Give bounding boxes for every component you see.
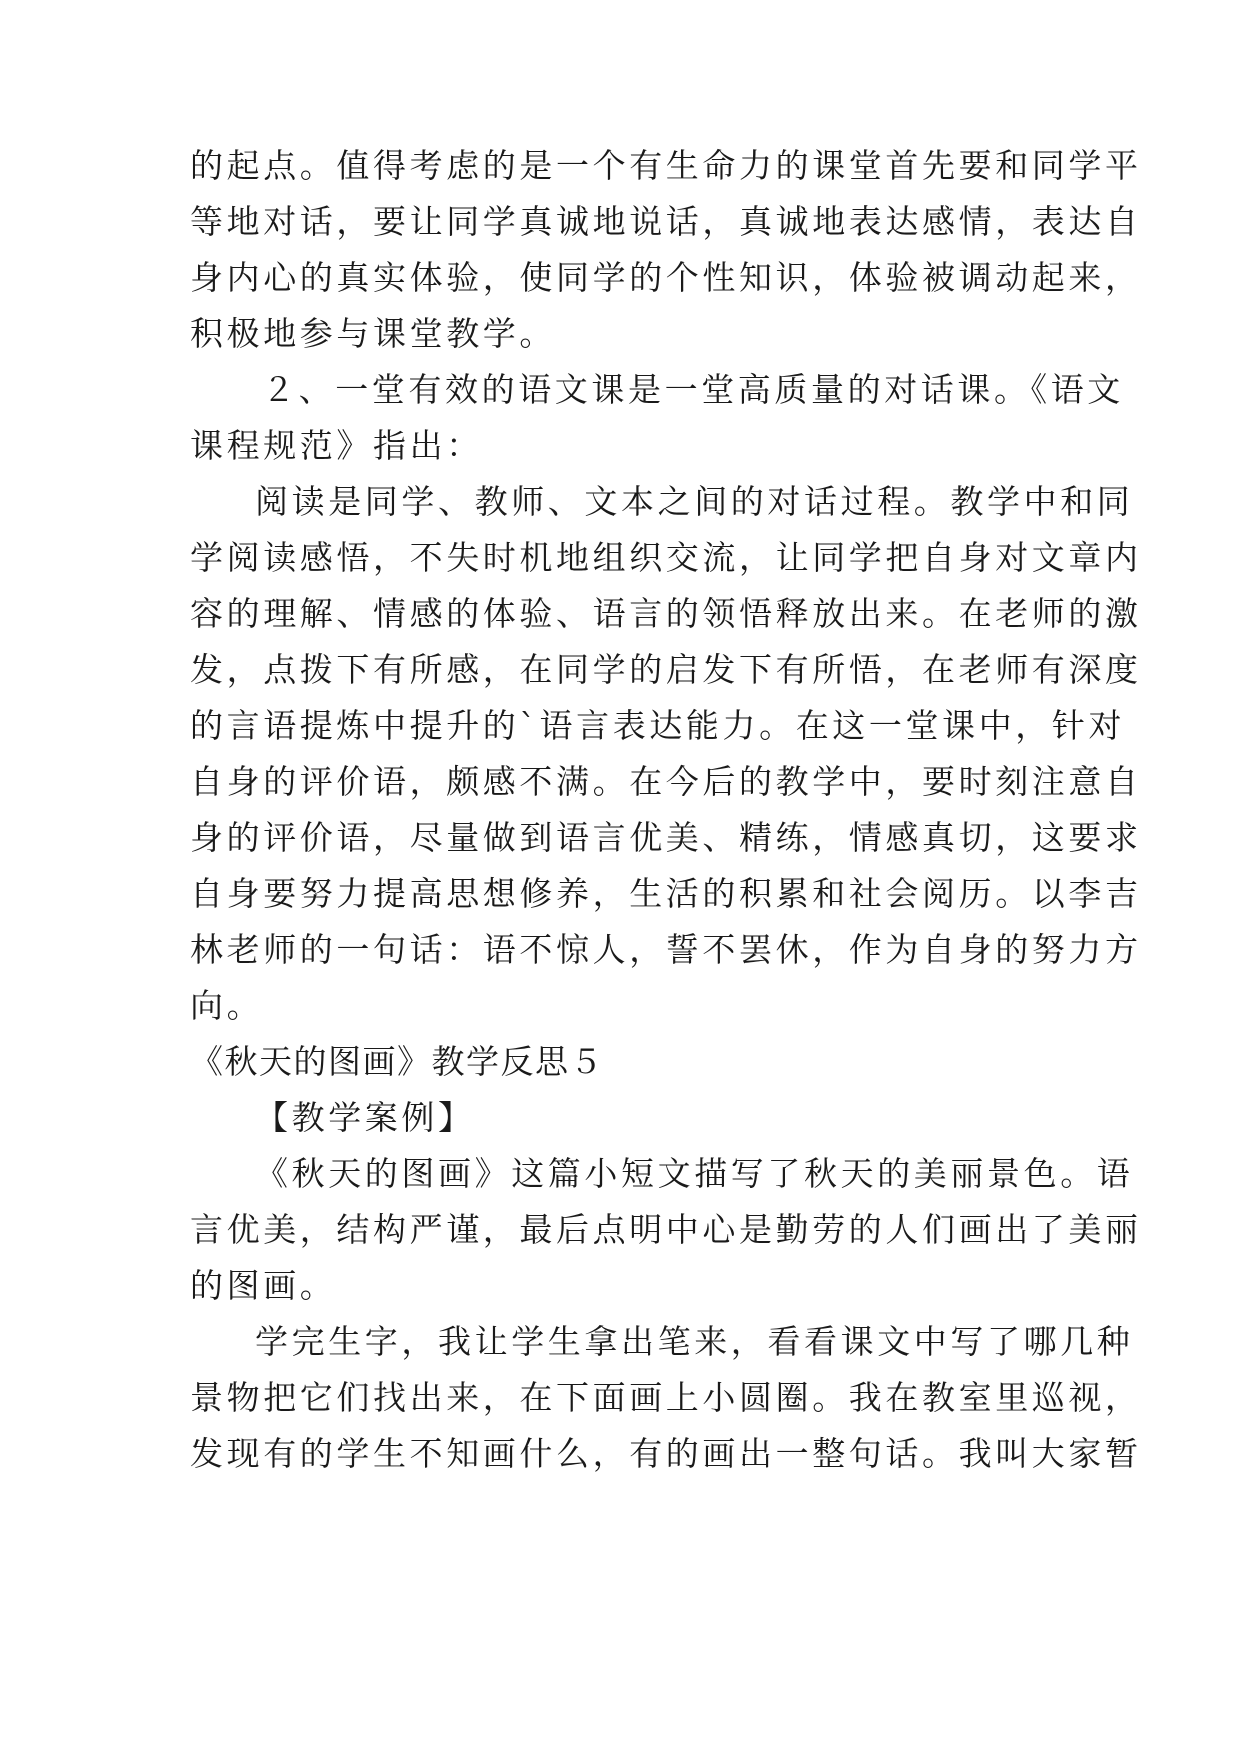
text-line: 的图画。 (190, 1266, 337, 1305)
text-line: ２、一堂有效的语文课是一堂高质量的对话课。《语文 (262, 370, 1124, 409)
subheading: 【教学案例】 (255, 1098, 475, 1137)
text-line: 课程规范》指出： (190, 426, 483, 465)
text-line: 《秋天的图画》这篇小短文描写了秋天的美丽景色。语 (255, 1154, 1134, 1193)
text-line: 身内心的真实体验，使同学的个性知识，体验被调动起来， (190, 258, 1142, 297)
text-line: 林老师的一句话：语不惊人，誓不罢休，作为自身的努力方 (190, 930, 1142, 969)
text-line: 的言语提炼中提升的`语言表达能力。在这一堂课中，针对 (190, 706, 1126, 745)
text-line: 的起点。值得考虑的是一个有生命力的课堂首先要和同学平 (190, 146, 1142, 185)
text-line: 等地对话，要让同学真诚地说话，真诚地表达感情，表达自 (190, 202, 1142, 241)
section-heading: 《秋天的图画》教学反思５ (190, 1042, 604, 1081)
text-line: 容的理解、情感的体验、语言的领悟释放出来。在老师的激 (190, 594, 1142, 633)
text-line: 学完生字，我让学生拿出笔来，看看课文中写了哪几种 (255, 1322, 1134, 1361)
text-line: 言优美，结构严谨，最后点明中心是勤劳的人们画出了美丽 (190, 1210, 1142, 1249)
text-line: 自身的评价语，颇感不满。在今后的教学中，要时刻注意自 (190, 762, 1142, 801)
text-line: 学阅读感悟，不失时机地组织交流，让同学把自身对文章内 (190, 538, 1142, 577)
text-line: 景物把它们找出来，在下面画上小圆圈。我在教室里巡视， (190, 1378, 1142, 1417)
text-line: 自身要努力提高思想修养，生活的积累和社会阅历。以李吉 (190, 874, 1142, 913)
text-line: 向。 (190, 986, 264, 1025)
text-line: 发，点拨下有所感，在同学的启发下有所悟，在老师有深度 (190, 650, 1142, 689)
text-line: 阅读是同学、教师、文本之间的对话过程。教学中和同 (255, 482, 1134, 521)
text-line: 身的评价语，尽量做到语言优美、精练，情感真切，这要求 (190, 818, 1142, 857)
text-line: 积极地参与课堂教学。 (190, 314, 556, 353)
text-line: 发现有的学生不知画什么，有的画出一整句话。我叫大家暂 (190, 1434, 1142, 1473)
